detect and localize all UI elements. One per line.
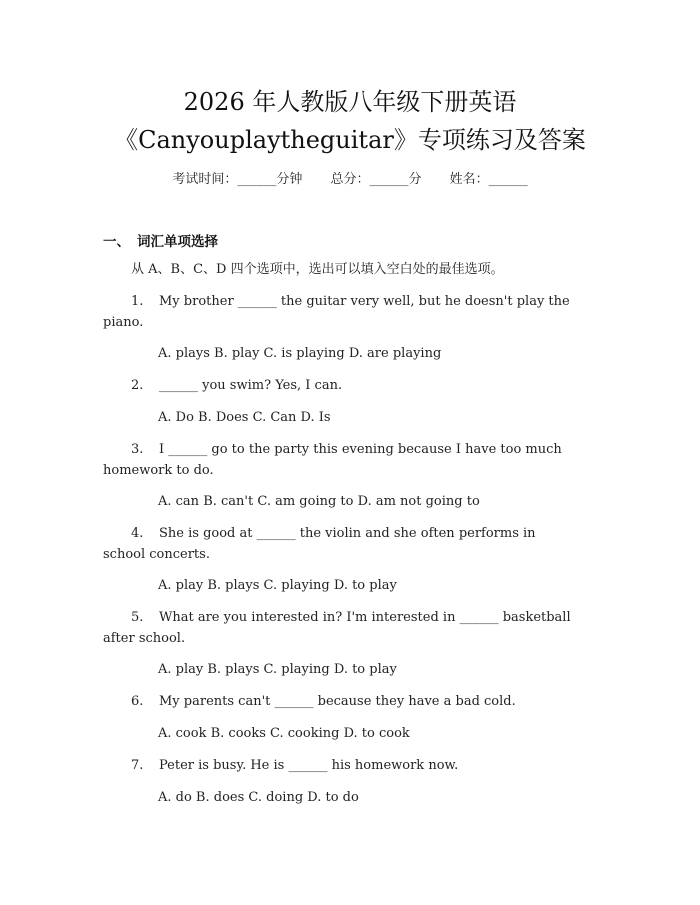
- question-4: [131, 524, 536, 544]
- question-3-continuation: homework to do.: [103, 463, 214, 478]
- question-2: [131, 376, 342, 396]
- document-title-line1: 2026 年人教版八年级下册英语: [183, 88, 517, 116]
- question-number: 7.: [131, 758, 144, 773]
- question-6-options: A. cook B. cooks C. cooking D. to cook: [158, 726, 410, 741]
- question-text: She is good at ______ the violin and she often performs in: [159, 526, 536, 541]
- section-number: 一、: [103, 234, 130, 250]
- question-6: [131, 692, 516, 712]
- exam-time: 考试时间：______分钟: [172, 172, 303, 187]
- section-heading: [103, 230, 218, 250]
- question-number: 4.: [131, 526, 144, 541]
- question-5-continuation: after school.: [103, 631, 186, 646]
- question-number: 3.: [131, 442, 144, 457]
- question-text: What are you interested in? I'm interested in ______ basketball: [159, 610, 571, 625]
- exam-meta: [0, 168, 700, 187]
- section-title: 词汇单项选择: [137, 234, 218, 250]
- question-number: 1.: [131, 294, 144, 309]
- question-1-continuation: piano.: [103, 315, 144, 330]
- question-number: 5.: [131, 610, 144, 625]
- question-4-options: A. play B. plays C. playing D. to play: [158, 578, 397, 593]
- exam-score: 总分：______分: [330, 172, 422, 187]
- question-3: [131, 440, 562, 460]
- question-7: [131, 756, 458, 776]
- question-text: My parents can't ______ because they have a bad cold.: [159, 694, 516, 709]
- question-1-options: A. plays B. play C. is playing D. are playing: [158, 346, 442, 361]
- question-number: 2.: [131, 378, 144, 393]
- question-text: I ______ go to the party this evening because I have too much: [159, 442, 562, 457]
- question-2-options: A. Do B. Does C. Can D. Is: [158, 410, 331, 425]
- question-1: [131, 292, 570, 312]
- question-number: 6.: [131, 694, 144, 709]
- question-text: My brother ______ the guitar very well, but he doesn't play the: [159, 294, 570, 309]
- student-name: 姓名：______: [449, 172, 528, 187]
- question-text: ______ you swim? Yes, I can.: [159, 378, 343, 393]
- document-title-line2: 《Canyouplaytheguitar》专项练习及答案: [114, 126, 586, 154]
- question-3-options: A. can B. can't C. am going to D. am not going to: [158, 494, 480, 509]
- question-4-continuation: school concerts.: [103, 547, 210, 562]
- section-instruction: 从 A、B、C、D 四个选项中，选出可以填入空白处的最佳选项。: [131, 262, 504, 277]
- question-7-options: A. do B. does C. doing D. to do: [158, 790, 359, 805]
- question-text: Peter is busy. He is ______ his homework now.: [159, 758, 459, 773]
- question-5-options: A. play B. plays C. playing D. to play: [158, 662, 397, 677]
- question-5: [131, 608, 571, 628]
